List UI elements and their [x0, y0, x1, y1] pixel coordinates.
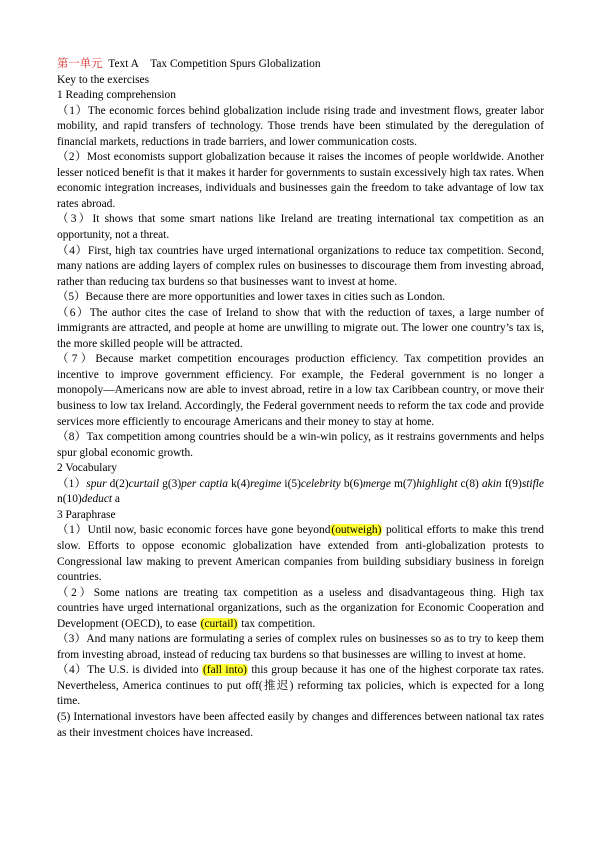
section-heading-vocabulary: 2 Vocabulary	[57, 462, 117, 475]
vocab-num: (9)	[508, 477, 522, 490]
paraphrase-5: (5) International investors have been affected easily by changes and differences between national tax rates as their investment choices have increased.	[57, 710, 544, 739]
paraphrase-text: tax competition.	[238, 617, 316, 630]
unit-title	[57, 57, 544, 73]
document-page	[57, 57, 544, 741]
paraphrase-3: （3）And many nations are formulating a series of complex rules on businesses so as to try to keep them from investing abroad, instead of reducing tax burdens so that businesses are willing to invest at home.	[57, 633, 544, 661]
vocab-word: stifle	[521, 477, 544, 490]
section-heading-paraphrase: 3 Paraphrase	[57, 508, 116, 521]
vocab-letter: k	[231, 477, 237, 490]
vocab-letter: m	[394, 477, 403, 490]
paraphrase-2	[57, 586, 544, 633]
vocab-word: merge	[362, 477, 391, 490]
vocab-word: deduct	[81, 493, 113, 506]
vocab-word: per captia	[181, 477, 228, 490]
vocab-letter: c	[460, 477, 466, 490]
vocab-num: (3)	[167, 477, 182, 490]
vocab-num: (8)	[465, 477, 479, 490]
section-heading-reading: 1 Reading comprehension	[57, 89, 176, 102]
unit-label: 第一单元	[57, 58, 103, 70]
vocab-letter: b	[343, 477, 350, 490]
vocab-word: akin	[481, 477, 502, 490]
vocab-prefix: （1）	[57, 477, 87, 490]
vocab-num: (10)	[62, 493, 82, 506]
highlighted-word: (fall into)	[203, 664, 247, 677]
vocab-word: regime	[250, 477, 282, 490]
vocab-letter: n	[57, 493, 63, 506]
text-label: Text A	[108, 58, 139, 70]
vocab-word: celebrity	[300, 477, 341, 490]
key-heading: Key to the exercises	[57, 73, 150, 86]
paraphrase-1	[57, 523, 544, 585]
reading-answer-1: （1）The economic forces behind globalization include rising trade and investment flows, greater labor mobility, and rapid transfers of technology. Those trends have been stimulated by the deregulation of financial markets, reductions in trade barriers, and lower communication costs.	[57, 104, 544, 148]
vocab-letter: g	[162, 477, 168, 490]
paraphrase-text: political efforts to make this trend slow. Efforts to oppose economic globalization have extended from anti-globalization protests to Congressional law making to prevent American companies from building subsidiary business in foreign countries.	[57, 524, 545, 584]
paraphrase-text: （2）Some nations are treating tax competition as a useless and disadvantageous thing. High tax countries have urged international organizations, such as the organization for Economic Cooperation and Development (OECD), to ease	[57, 586, 544, 630]
vocab-num: (5)	[287, 477, 301, 490]
reading-answer-8: （8）Tax competition among countries should be a win-win policy, as it restrains governments and helps spur global economic growth.	[57, 431, 544, 459]
vocab-letter: d	[109, 477, 116, 490]
highlighted-word: (curtail)	[200, 617, 238, 630]
vocab-word: spur	[86, 477, 107, 490]
reading-answer-7: （7）Because market competition encourages production efficiency. Tax competition provides an incentive to improve government efficiency. For example, the Federal government is no longer a monopoly—Americans now are able to invest abroad, retire in a low tax Caribbean country, or move their business to low tax Ireland. Accordingly, the Federal government needs to reform the tax code and provide services more efficiently to encourage Americans and their money to stay at home.	[57, 353, 544, 428]
reading-answer-6: （6）The author cites the case of Ireland to show that with the reduction of taxes, a large number of immigrants are attracted, and people at home are unwilling to migrate out. The lower one country’s tax is, the more skilled people will be attracted.	[57, 306, 544, 350]
reading-answer-2: （2）Most economists support globalization because it raises the incomes of people worldwide. Another lesser noticed benefit is that it makes it harder for governments to sustain excessively high tax rates. When economic integration increases, individuals and businesses gain the freedom to take advantage of low tax rates abroad.	[57, 151, 544, 210]
vocab-num: (7)	[402, 477, 417, 490]
reading-answer-4: （4）First, high tax countries have urged international organizations to reduce tax competition. Second, many nations are adding layers of complex rules on businesses to discourage them from investing abroad, rather than reducing tax burdens so that businesses want to invest at home.	[57, 244, 544, 288]
vocab-num: (6)	[349, 477, 363, 490]
vocabulary-answers	[57, 477, 544, 508]
vocab-letter: i	[284, 477, 288, 490]
reading-answer-5: （5）Because there are more opportunities and lower taxes in cities such as London.	[57, 291, 446, 304]
vocab-letter: a	[114, 493, 120, 506]
reading-answer-3: （3）It shows that some smart nations like Ireland are treating international tax competition as an opportunity, not a threat.	[57, 213, 544, 242]
paraphrase-text: （1）Until now, basic economic forces have gone beyond	[57, 524, 331, 537]
paraphrase-text: this group because it has one of the highest corporate tax rates. Nevertheless, America continues to put off(推迟) reforming tax policies, which is expected for a long time.	[57, 664, 544, 708]
paraphrase-4	[57, 663, 544, 710]
vocab-num: (2)	[115, 477, 129, 490]
highlighted-word: (outweigh)	[331, 524, 382, 537]
text-title: Tax Competition Spurs Globalization	[150, 58, 321, 70]
vocab-letter: f	[504, 477, 509, 490]
vocab-word: highlight	[416, 477, 458, 490]
vocab-num: (4)	[236, 477, 251, 490]
vocab-word: curtail	[128, 477, 160, 490]
paraphrase-text: （4）The U.S. is divided into	[57, 664, 202, 677]
